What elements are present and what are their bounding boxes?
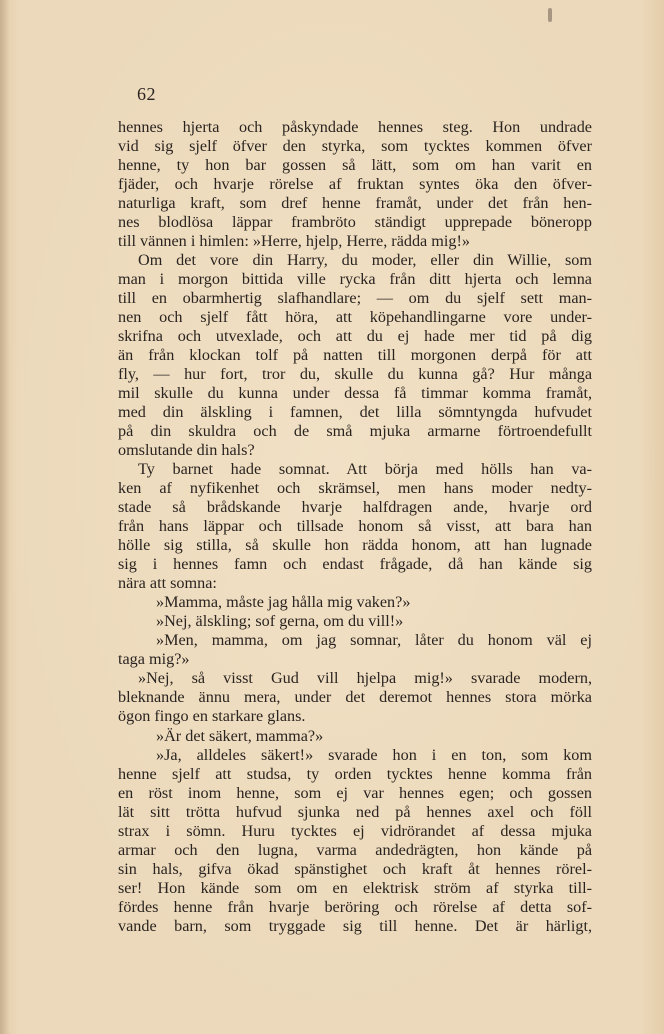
text-line: en röst inom henne, som ej var hennes egen; och gossen bbox=[118, 783, 592, 802]
text-line: på din skuldra och de små mjuka armarne förtroendefullt bbox=[118, 422, 592, 441]
text-line: nes blodlösa läppar frambröto ständigt upprepade böneropp bbox=[118, 213, 592, 232]
text-line: henne sjelf att studsa, ty orden tycktes henne komma från bbox=[118, 764, 592, 783]
text-line: stade så brådskande hvarje halfdragen ande, hvarje ord bbox=[118, 498, 592, 517]
text-line: till vännen i himlen: »Herre, hjelp, Herre, rädda mig!» bbox=[118, 232, 470, 251]
body-text bbox=[118, 118, 592, 936]
text-line: »Är det säkert, mamma?» bbox=[156, 726, 324, 745]
text-line: fördes henne från hvarje beröring och rörelse af detta sof- bbox=[118, 897, 592, 916]
text-line: vid sig sjelf öfver den styrka, som tycktes kommen öfver bbox=[118, 137, 592, 156]
text-line: nära att somna: bbox=[118, 574, 217, 593]
text-line: lät sitt trötta hufvud sjunka ned på hennes axel och föll bbox=[118, 802, 592, 821]
text-line: »Ja, alldeles säkert!» svarade hon i en ton, som kom bbox=[156, 745, 592, 764]
text-line: taga mig?» bbox=[118, 650, 190, 669]
page-binding-shadow bbox=[0, 0, 10, 1034]
text-line: sin hals, gifva ökad spänstighet och kraft åt hennes rörel- bbox=[118, 859, 592, 878]
text-line: henne, ty hon bar gossen så lätt, som om han varit en bbox=[118, 156, 592, 175]
text-line: bleknande ännu mera, under det deremot hennes stora mörka bbox=[118, 688, 592, 707]
ink-mark bbox=[548, 8, 552, 22]
text-line: armar och den lugna, varma andedrägten, hon kände på bbox=[118, 840, 592, 859]
text-line: skrifna och utvexlade, och att du ej hade mer tid på dig bbox=[118, 327, 592, 346]
text-line: Om det vore din Harry, du moder, eller din Willie, som bbox=[138, 251, 592, 270]
text-line: nen och sjelf fått höra, att köpehandlingarne vore under- bbox=[118, 308, 592, 327]
text-line: från hans läppar och tillsade honom så visst, att bara han bbox=[118, 517, 592, 536]
text-line: sig i hennes famn och endast frågade, då han kände sig bbox=[118, 555, 592, 574]
text-line: ögon fingo en starkare glans. bbox=[118, 707, 306, 726]
text-line: »Nej, så visst Gud vill hjelpa mig!» svarade modern, bbox=[138, 669, 592, 688]
text-line: ser! Hon kände som om en elektrisk ström af styrka till- bbox=[118, 878, 592, 897]
text-line: »Mamma, måste jag hålla mig vaken?» bbox=[156, 593, 411, 612]
text-line: man i morgon bittida ville rycka från ditt hjerta och lemna bbox=[118, 270, 592, 289]
text-line: fjäder, och hvarje rörelse af fruktan syntes öka den öfver- bbox=[118, 175, 592, 194]
text-line: Ty barnet hade somnat. Att börja med hölls han va- bbox=[138, 460, 592, 479]
text-line: ken af nyfikenhet och skrämsel, men hans moder nedty- bbox=[118, 479, 592, 498]
text-line: strax i sömn. Huru tycktes ej vidrörandet af dessa mjuka bbox=[118, 821, 592, 840]
text-line: till en obarmhertig slafhandlare; — om du sjelf sett man- bbox=[118, 289, 592, 308]
text-line: hennes hjerta och påskyndade hennes steg. Hon undrade bbox=[118, 118, 592, 136]
text-line: vande barn, som tryggade sig till henne. Det är härligt, bbox=[118, 916, 592, 935]
text-line: mil skulle du kunna under dessa få timmar komma framåt, bbox=[118, 384, 592, 403]
text-line: omslutande din hals? bbox=[118, 441, 255, 460]
text-line: med din älskling i famnen, det lilla sömntyngda hufvudet bbox=[118, 403, 592, 422]
text-line: fly, — hur fort, tror du, skulle du kunna gå? Hur många bbox=[118, 365, 592, 384]
text-line: än från klockan tolf på natten till morgonen derpå för att bbox=[118, 346, 592, 365]
text-line: »Men, mamma, om jag somnar, låter du honom väl ej bbox=[156, 631, 592, 650]
text-line: hölle sig stilla, så skulle hon rädda honom, att han lugnade bbox=[118, 536, 592, 555]
text-line: naturliga kraft, som dref henne framåt, under det från hen- bbox=[118, 194, 592, 213]
text-line: »Nej, älskling; sof gerna, om du vill!» bbox=[156, 612, 404, 631]
page-number: 62 bbox=[137, 84, 156, 104]
